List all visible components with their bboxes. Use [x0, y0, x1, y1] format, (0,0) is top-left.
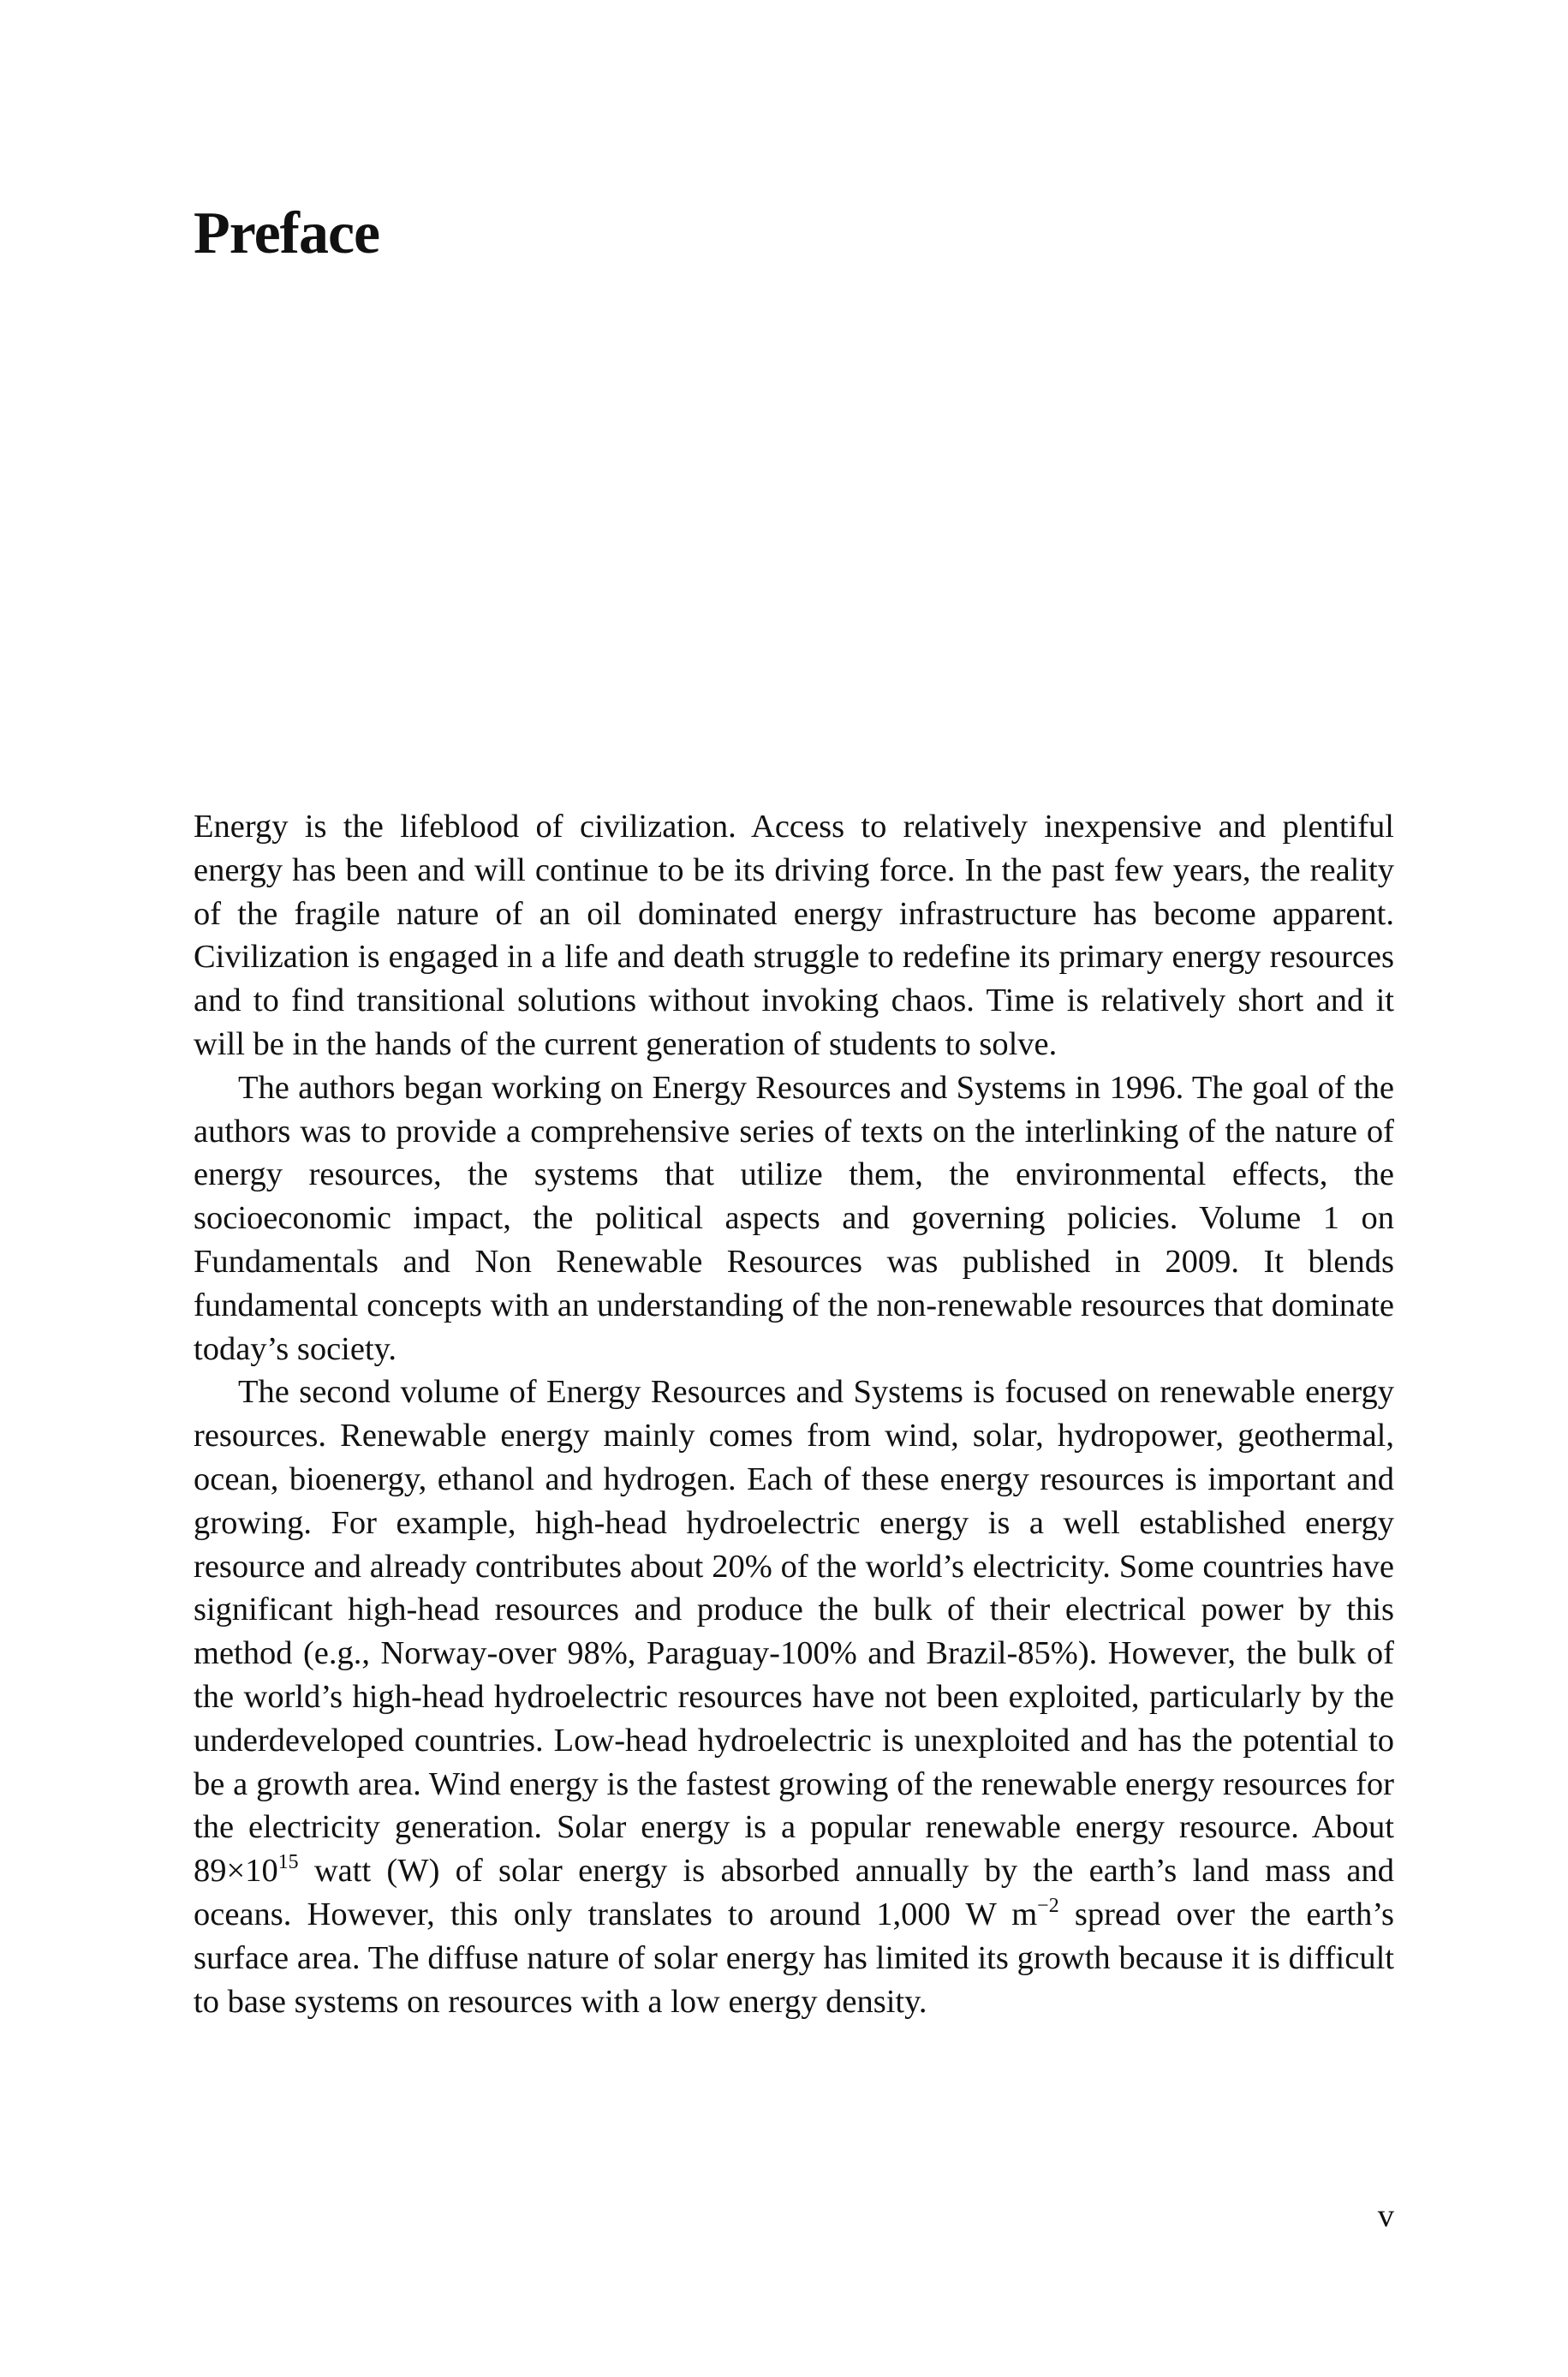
paragraph-3 — [194, 1371, 1394, 2023]
exponent-minus-2: −2 — [1037, 1895, 1059, 1918]
page-title: Preface — [194, 200, 380, 266]
preface-body — [194, 805, 1394, 2023]
paragraph-1: Energy is the lifeblood of civilization. Access to relatively inexpensive and plentiful energy has been and will continue to be its driving force. In the past few years, the reality of the fragile nature of an oil dominated energy infrastructure has become apparent. Civilization is engaged in a life and death struggle to redefine its primary energy resources and to find transitional solutions without invoking chaos. Time is relatively short and it will be in the hands of the current generation of students to solve. — [194, 809, 1394, 1062]
exponent-15: 15 — [277, 1851, 299, 1874]
paragraph-3-text-a: The second volume of Energy Resources and Systems is focused on renewable energy resources. Renewable energy mainly comes from wind, solar, hydropower, geothermal, ocean, bioenergy, ethanol and hydrogen. Each of these energy resources is important and growing. For example, high-head hydroelectric energy is a well established energy resource and already contributes about 20% of the world’s electricity. Some countries have significant high-head resources and produce the bulk of their electrical power by this method (e.g., Norway-over 98%, Paraguay-100% and Brazil-85%). However, the bulk of the world’s high-head hydroelectric resources have not been exploited, particularly by the underdeveloped countries. Low-head hydroelectric is unexploited and has the potential to be a growth area. Wind energy is the fastest growing of the renewable energy resources for the electricity generation. Solar energy is a popular renewable energy resource. About 89×10 — [194, 1374, 1394, 1890]
paragraph-2: The authors began working on Energy Resources and Systems in 1996. The goal of the authors was to provide a comprehensive series of texts on the interlinking of the nature of energy resources, the systems that utilize them, the environmental effects, the socioeconomic impact, the political aspects and governing policies. Volume 1 on Fundamentals and Non Renewable Resources was published in 2009. It blends fundamental concepts with an understanding of the non-renewable resources that dominate today’s society. — [194, 1069, 1394, 1367]
page-number: v — [1377, 2198, 1394, 2234]
paragraph-3-text-c: spread over the earth’s surface area. The diffuse nature of solar energy has limited its growth because it is difficult to base systems on resources with a low energy density. — [194, 1896, 1395, 2020]
paragraph-3-text-b: watt (W) of solar energy is absorbed annually by the earth’s land mass and oceans. However, this only translates to around 1,000 W m — [194, 1853, 1394, 1932]
